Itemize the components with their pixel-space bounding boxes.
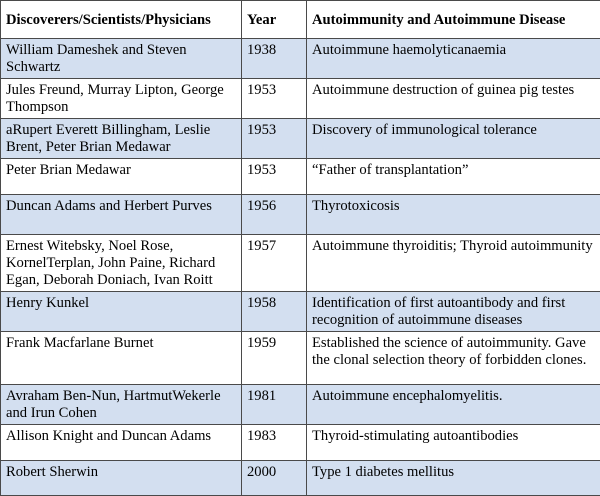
table-row [1, 425, 600, 461]
year-cell: 1959 [242, 332, 307, 385]
header-discoverers: Discoverers/Scientists/Physicians [1, 1, 242, 39]
table-row [1, 385, 600, 425]
year-cell: 1958 [242, 292, 307, 332]
year-cell: 2000 [242, 461, 307, 496]
year-cell: 1983 [242, 425, 307, 461]
header-disease: Autoimmunity and Autoimmune Disease [307, 1, 600, 39]
year-cell: 1953 [242, 159, 307, 195]
table-row [1, 292, 600, 332]
disease-cell: Discovery of immunological tolerance [307, 119, 600, 159]
table-row [1, 195, 600, 235]
discoverers-cell: Duncan Adams and Herbert Purves [1, 195, 242, 235]
disease-cell: “Father of transplantation” [307, 159, 600, 195]
table-row [1, 235, 600, 292]
table-row [1, 332, 600, 385]
discoverers-cell: Jules Freund, Murray Lipton, George Thompson [1, 79, 242, 119]
year-cell: 1957 [242, 235, 307, 292]
table-row [1, 461, 600, 496]
disease-cell: Autoimmune thyroiditis; Thyroid autoimmunity [307, 235, 600, 292]
disease-cell: Type 1 diabetes mellitus [307, 461, 600, 496]
table-row [1, 39, 600, 79]
year-cell: 1938 [242, 39, 307, 79]
discoverers-cell: Peter Brian Medawar [1, 159, 242, 195]
disease-cell: Autoimmune haemolyticanaemia [307, 39, 600, 79]
disease-cell: Autoimmune destruction of guinea pig testes [307, 79, 600, 119]
table-row [1, 79, 600, 119]
discoverers-cell: Henry Kunkel [1, 292, 242, 332]
year-cell: 1956 [242, 195, 307, 235]
disease-cell: Identification of first autoantibody and first recognition of autoimmune diseases [307, 292, 600, 332]
table-row [1, 119, 600, 159]
discoverers-cell: Robert Sherwin [1, 461, 242, 496]
discoverers-cell: Avraham Ben-Nun, HartmutWekerle and Irun Cohen [1, 385, 242, 425]
discoverers-cell: Frank Macfarlane Burnet [1, 332, 242, 385]
table-header-row [1, 1, 600, 39]
disease-cell: Established the science of autoimmunity. Gave the clonal selection theory of forbidden clones. [307, 332, 600, 385]
discoverers-cell: Allison Knight and Duncan Adams [1, 425, 242, 461]
discoverers-cell: aRupert Everett Billingham, Leslie Brent, Peter Brian Medawar [1, 119, 242, 159]
disease-cell: Thyrotoxicosis [307, 195, 600, 235]
discoverers-cell: Ernest Witebsky, Noel Rose, KornelTerplan, John Paine, Richard Egan, Deborah Doniach, Ivan Roitt [1, 235, 242, 292]
table-row [1, 159, 600, 195]
disease-cell: Autoimmune encephalomyelitis. [307, 385, 600, 425]
discoverers-cell: William Dameshek and Steven Schwartz [1, 39, 242, 79]
year-cell: 1953 [242, 119, 307, 159]
year-cell: 1981 [242, 385, 307, 425]
disease-cell: Thyroid-stimulating autoantibodies [307, 425, 600, 461]
header-year: Year [242, 1, 307, 39]
year-cell: 1953 [242, 79, 307, 119]
